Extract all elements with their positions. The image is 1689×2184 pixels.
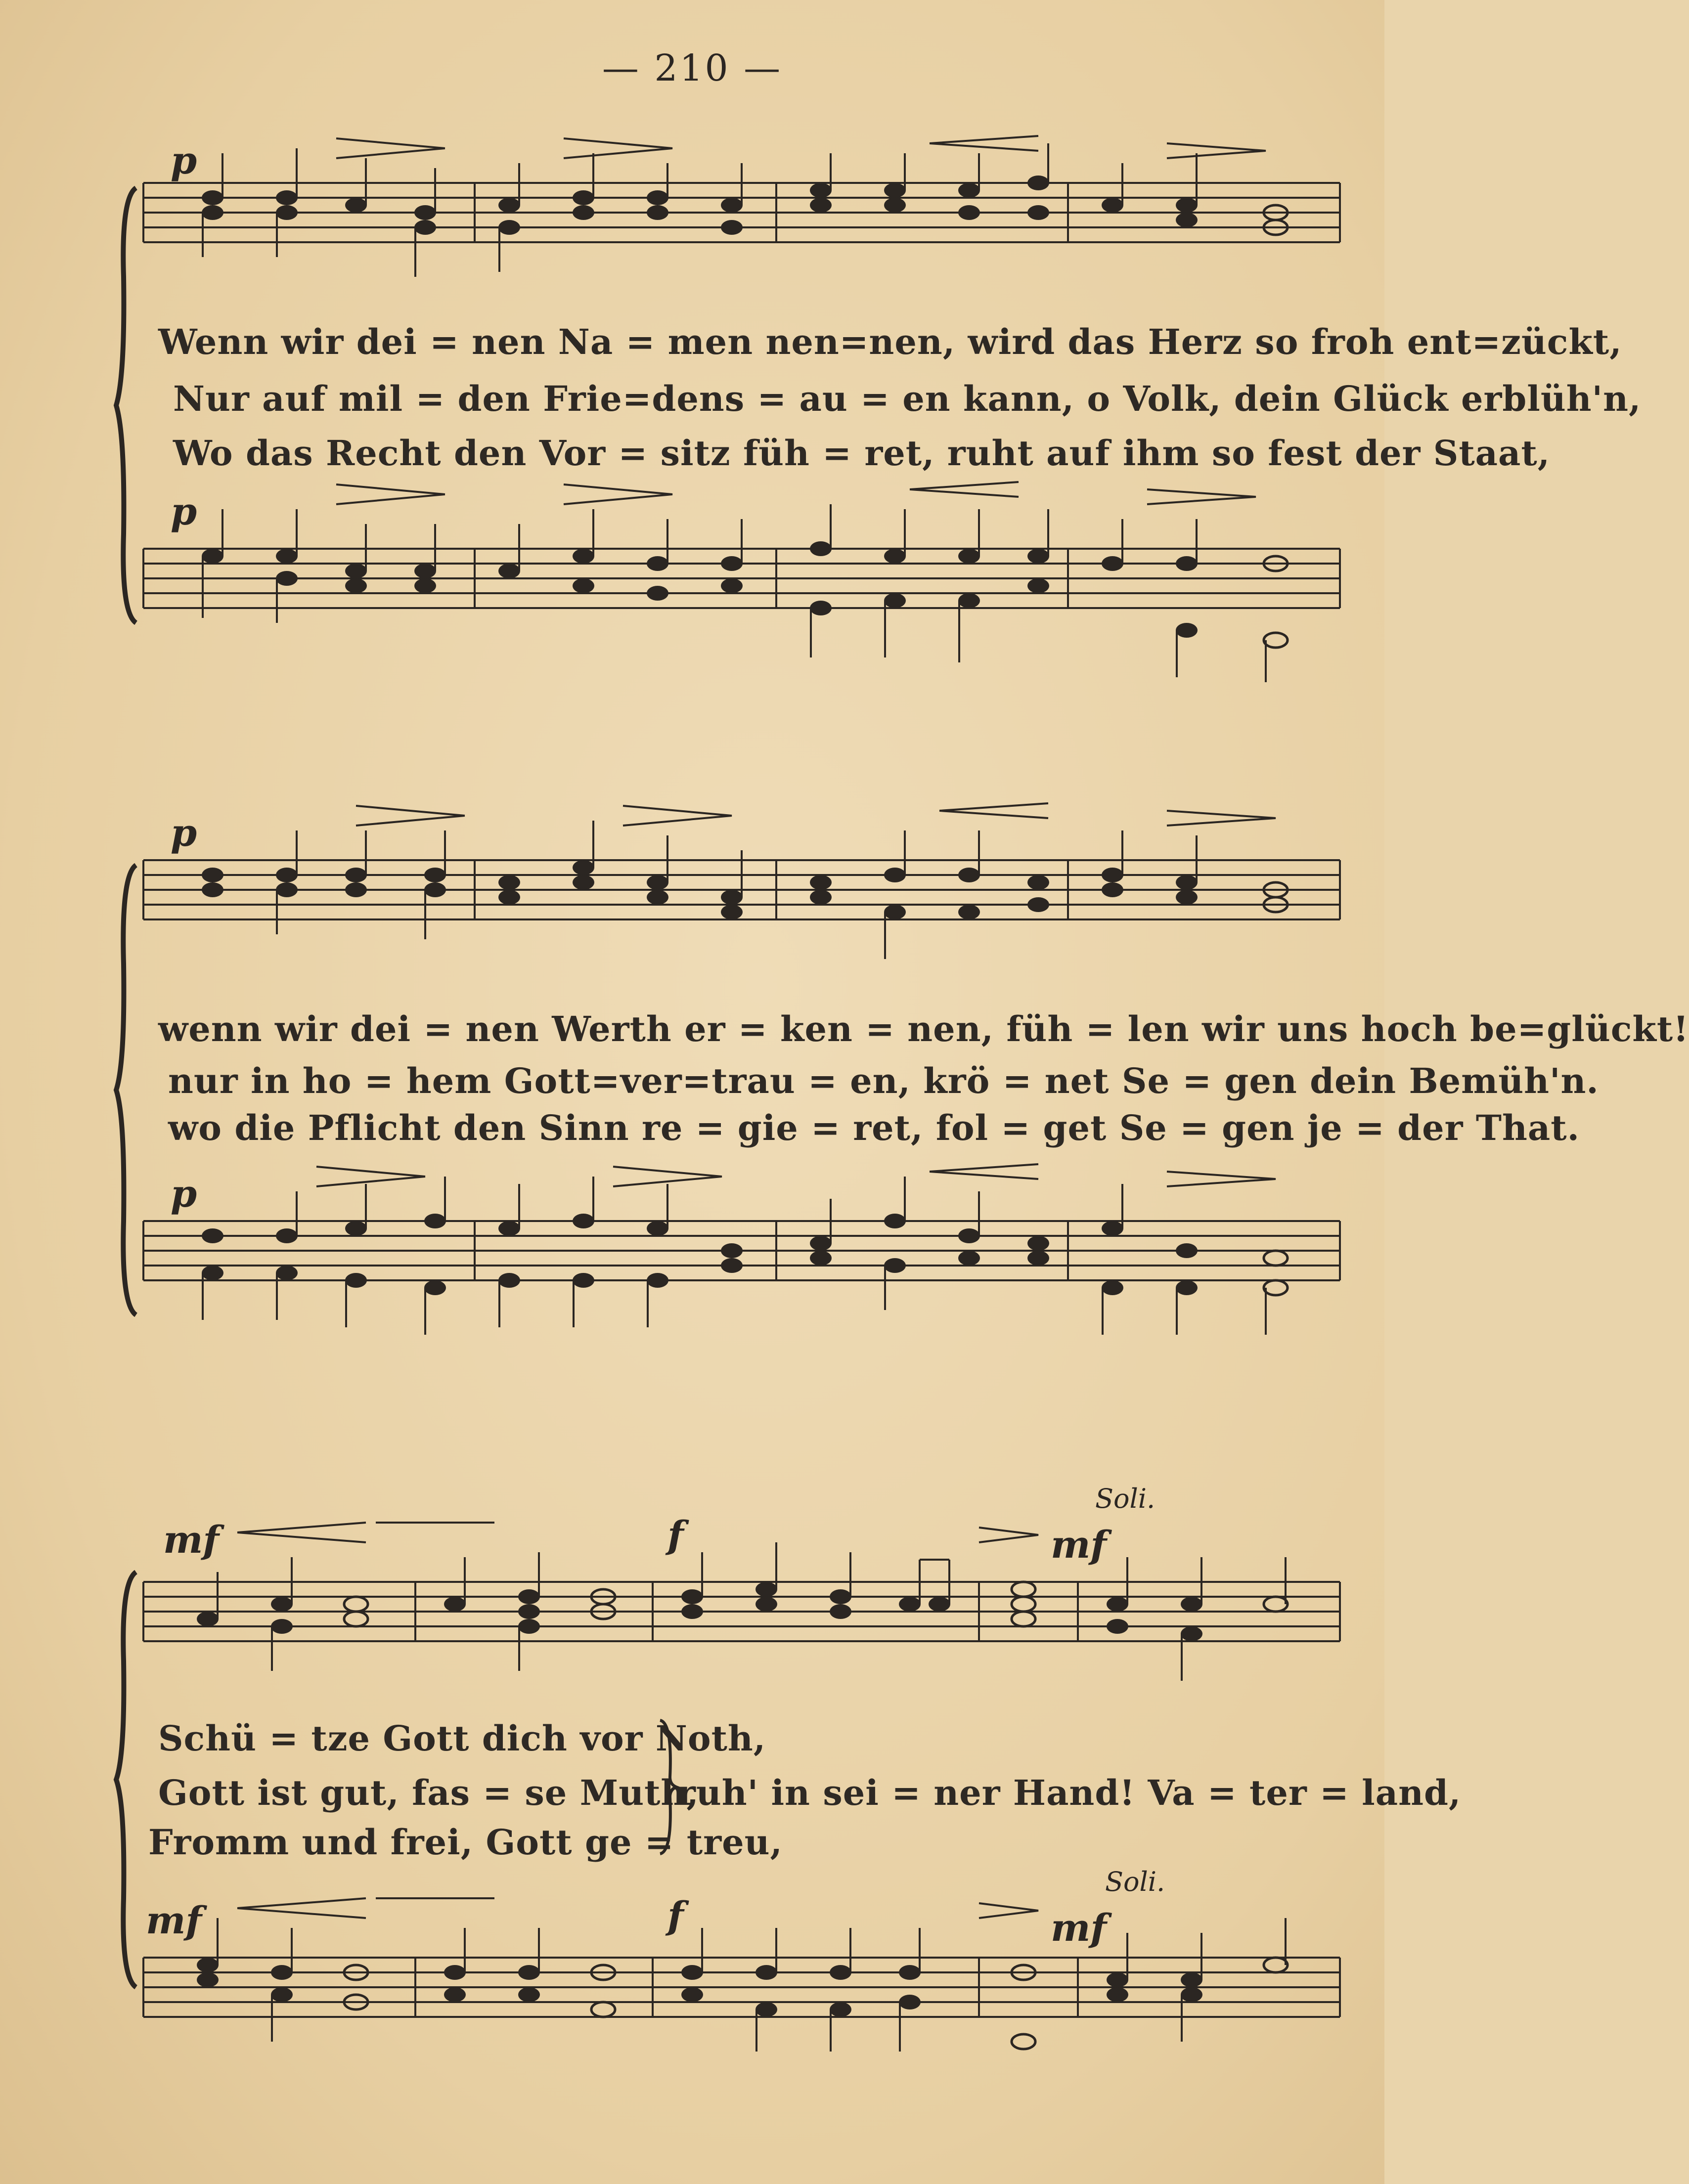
system-1-lyric-verse-1: Wenn wir dei = nen Na = men nen=nen, wird das Herz so froh ent=zückt, xyxy=(158,321,1622,362)
system-2-lyric-verse-2: nur in ho = hem Gott=ver=trau = en, krö = net Se = gen dein Bemüh'n. xyxy=(168,1060,1599,1101)
system-1-top-dynamic-p: p xyxy=(171,138,197,182)
system-3-lyric-verse-2: Gott ist gut, fas = se Muth, xyxy=(158,1772,699,1813)
system-1-bottom-dynamic-p: p xyxy=(171,489,197,533)
system-2-top-staff xyxy=(138,801,1345,979)
system-3-lyric-verse-1: Schü = tze Gott dich vor Noth, xyxy=(158,1718,766,1759)
system-3-bottom-dynamic-mf-soli: mf xyxy=(1051,1906,1107,1950)
system-2-top-dynamic-p: p xyxy=(171,811,197,855)
system-2-bottom-staff xyxy=(138,1157,1345,1354)
system-1-top-staff xyxy=(138,133,1345,297)
system-2-bottom-dynamic-p: p xyxy=(171,1172,197,1216)
page-number: — 210 — xyxy=(602,47,783,89)
system-3-top-staff xyxy=(138,1503,1345,1710)
system-1-lyric-verse-3: Wo das Recht den Vor = sitz füh = ret, ruht auf ihm so fest der Staat, xyxy=(173,433,1551,474)
system-3-bottom-dynamic-mf: mf xyxy=(146,1898,202,1942)
refrain-brace xyxy=(658,1718,677,1856)
system-3-bottom-soli-marking: Soli. xyxy=(1105,1866,1165,1897)
system-2-lyric-verse-1: wenn wir dei = nen Werth er = ken = nen, füh = len wir uns hoch be=glückt! xyxy=(158,1008,1689,1049)
system-3-bottom-dynamic-f: f xyxy=(667,1893,684,1937)
system-3-top-dynamic-mf-soli: mf xyxy=(1051,1523,1107,1567)
system-3-refrain: ruh' in sei = ner Hand! Va = ter = land, xyxy=(677,1772,1462,1813)
system-3-bottom-staff xyxy=(138,1878,1345,2086)
system-3-lyric-verse-3: Fromm und frei, Gott ge = treu, xyxy=(148,1822,783,1863)
system-3-top-dynamic-f: f xyxy=(667,1513,684,1557)
system-1-lyric-verse-2: Nur auf mil = den Frie=dens = au = en kann, o Volk, dein Glück erblüh'n, xyxy=(173,378,1642,419)
system-1-bottom-staff xyxy=(138,480,1345,687)
system-3-top-soli-marking: Soli. xyxy=(1095,1483,1156,1514)
system-3-top-dynamic-mf: mf xyxy=(163,1518,220,1562)
system-2-lyric-verse-3: wo die Pflicht den Sinn re = gie = ret, fol = get Se = gen je = der That. xyxy=(168,1107,1580,1148)
